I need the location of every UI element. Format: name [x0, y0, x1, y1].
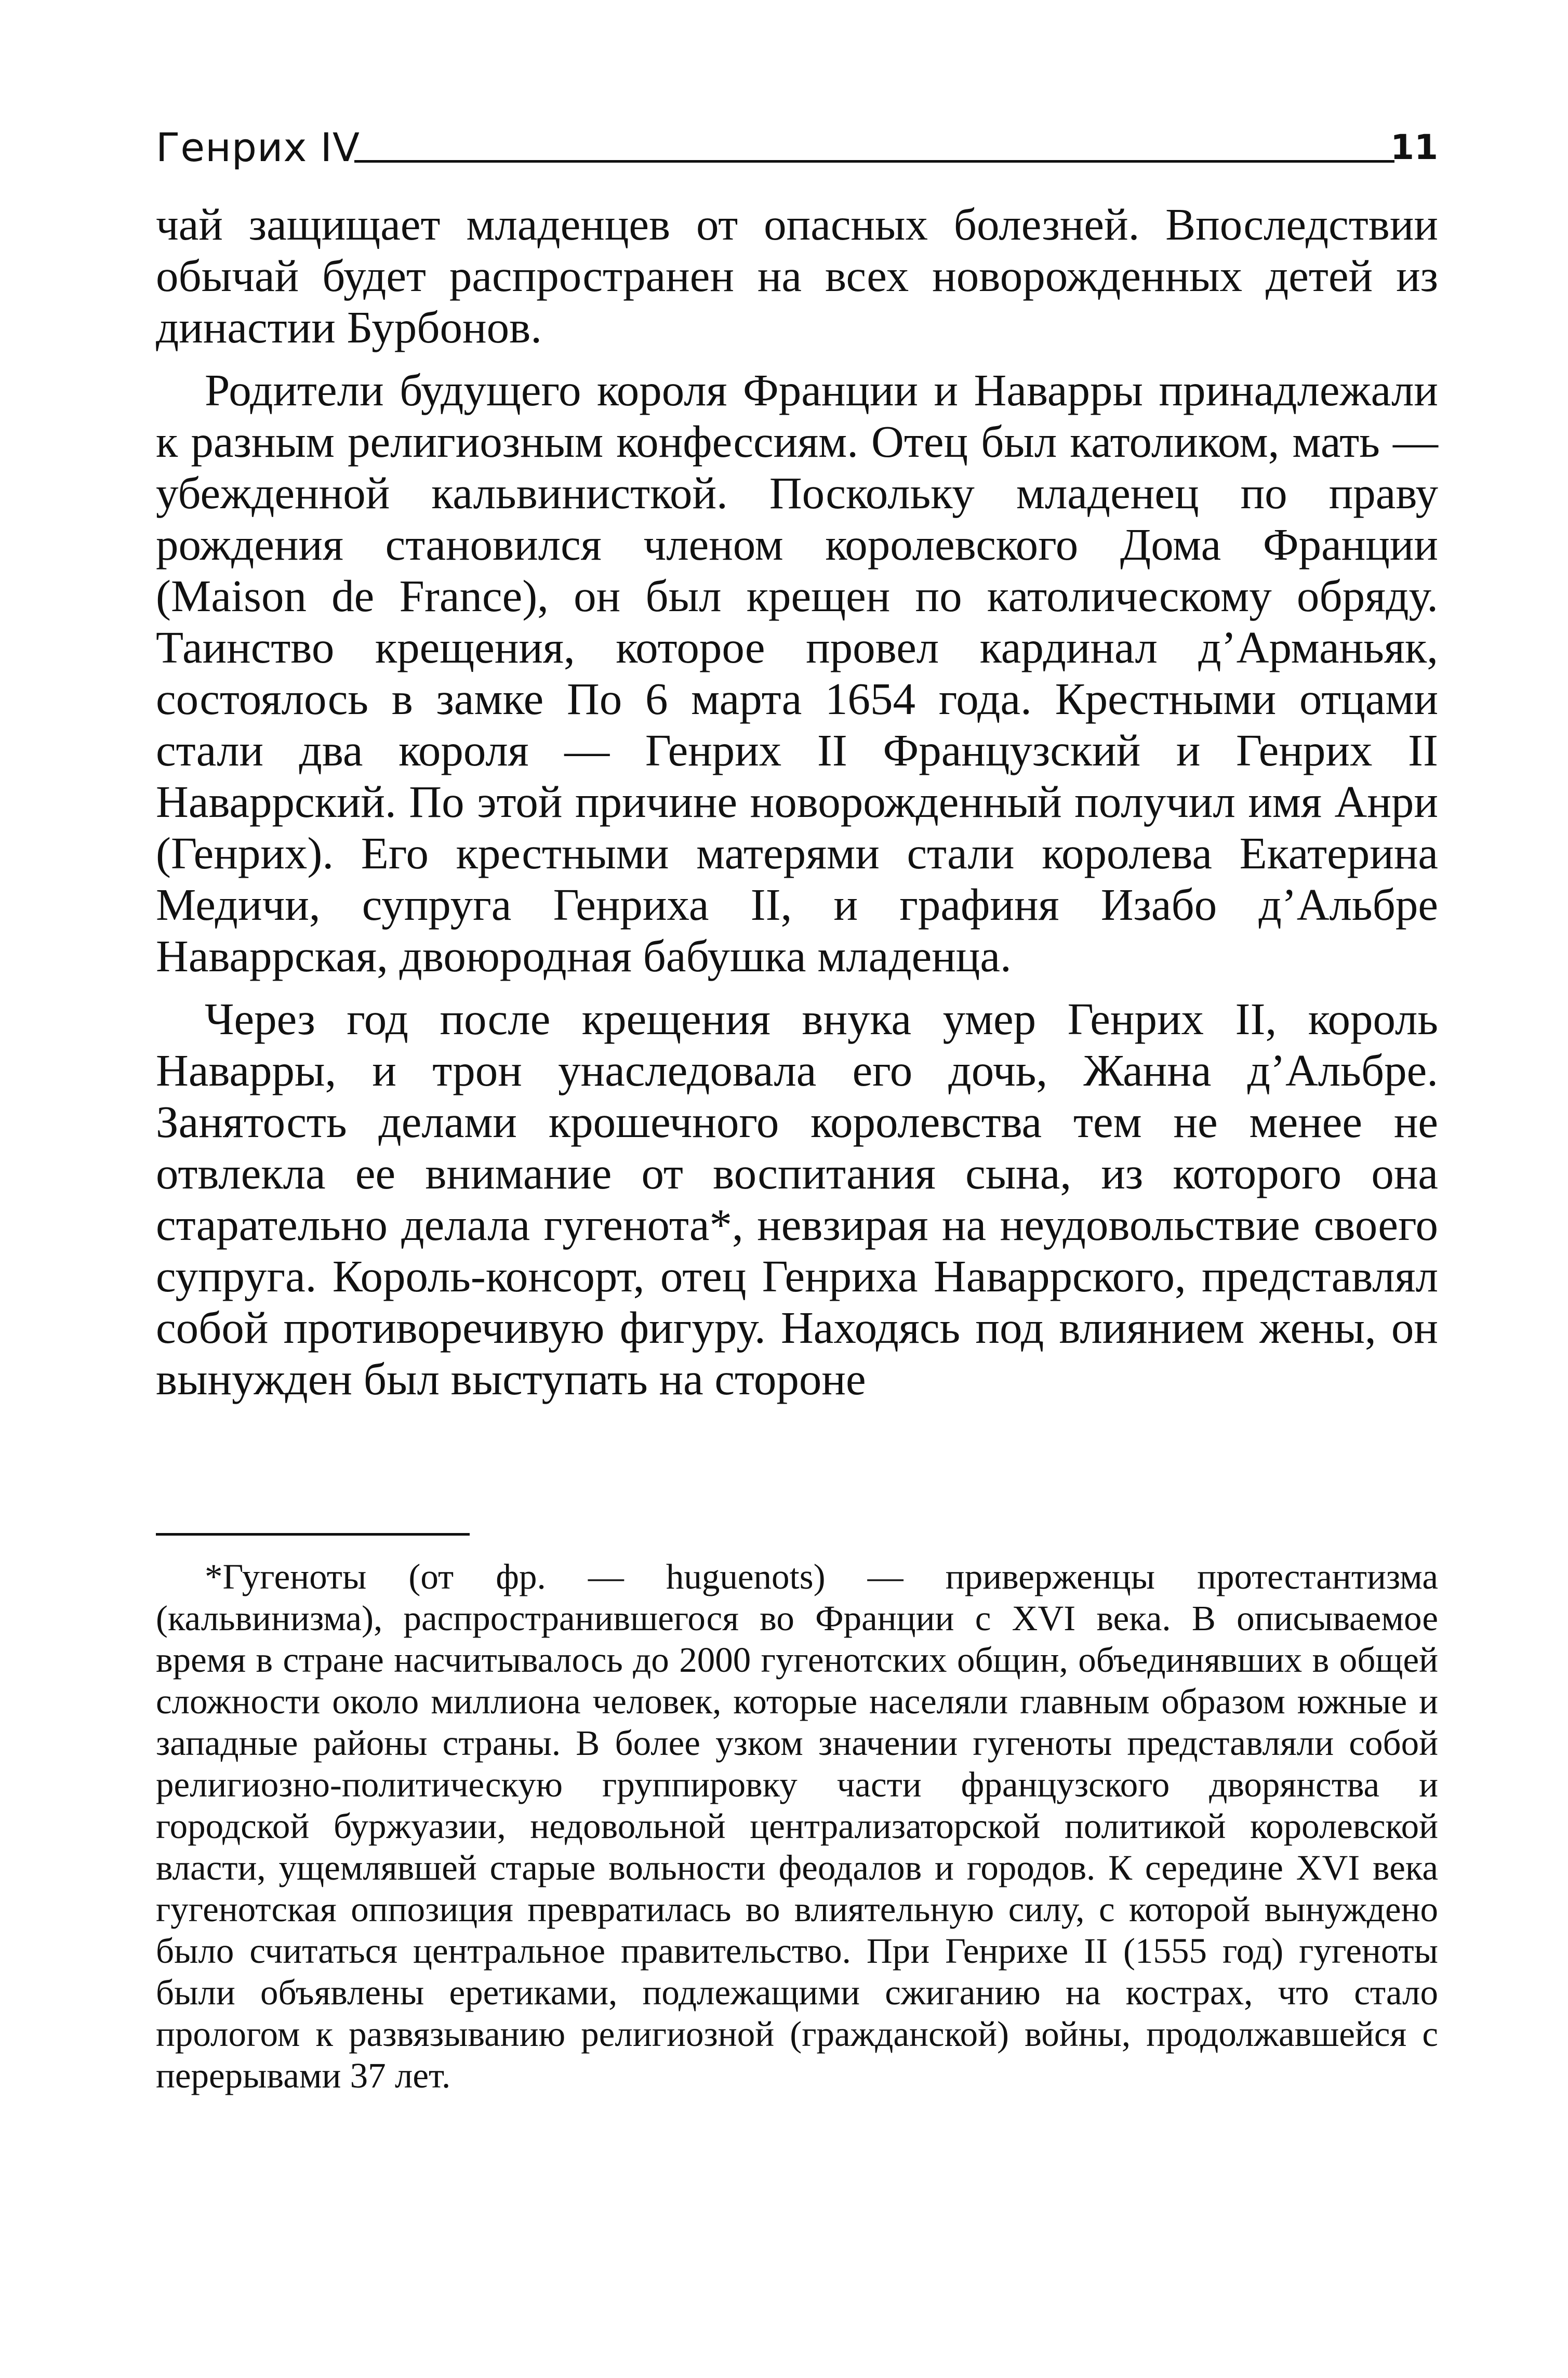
main-text — [156, 199, 1438, 1405]
paragraph: Родители будущего короля Франции и Наварры принадлежали к разным религиозным конфессиям. Отец был католиком, мать — убежденной кальвинисткой. Поскольку младенец по праву рождения становился членом королевского Дома Франции (Maison de France), он был крещен по католическому обряду. Таинство крещения, которое провел кардинал д’Арманьяк, состоялось в замке По 6 марта 1654 года. Крестными отцами стали два короля — Генрих II Французский и Генрих II Наваррский. По этой причине новорожденный получил имя Анри (Генрих). Его крестными матерями стали королева Екатерина Медичи, супруга Генриха II, и графиня Изабо д’Альбре Наваррская, двоюродная бабушка младенца. — [156, 365, 1438, 981]
page-number: 11 — [1390, 127, 1438, 167]
footnote-separator — [156, 1533, 470, 1536]
header-rule — [354, 160, 1394, 163]
running-header — [156, 123, 1438, 173]
paragraph-continued: чай защищает младенцев от опасных болезней. Впоследствии обычай будет распространен на всех новорожденных детей из династии Бурбонов. — [156, 199, 1438, 352]
footnote: *Гугеноты (от фр. — huguenots) — приверженцы протестантизма (кальвинизма), распространившегося во Франции с XVI века. В описываемое время в стране насчитывалось до 2000 гугенотских общин, объединявших в общей сложности около миллиона человек, которые населяли главным образом южные и западные районы страны. В более узком значении гугеноты представляли собой религиозно-политическую группировку части французского дворянства и городской буржуазии, недовольной централизаторской политикой королевской власти, ущемлявшей старые вольности феодалов и городов. К середине XVI века гугенотская оппозиция превратилась во влиятельную силу, с которой вынуждено было считаться центральное правительство. При Генрихе II (1555 год) гугеноты были объявлены еретиками, подлежащими сжиганию на кострах, что стало прологом к развязыванию религиозной (гражданской) войны, продолжавшейся с перерывами 37 лет. — [156, 1557, 1438, 2095]
running-title: Генрих IV — [156, 124, 360, 170]
paragraph: Через год после крещения внука умер Генрих II, король Наварры, и трон унаследовала его дочь, Жанна д’Альбре. Занятость делами крошечного королевства тем не менее не отвлекла ее внимание от воспитания сына, из которого она старательно делала гугенота*, невзирая на неудовольствие своего супруга. Король-консорт, отец Генриха Наваррского, представлял собой противоречивую фигуру. Находясь под влиянием жены, он вынужден был выступать на стороне — [156, 994, 1438, 1404]
